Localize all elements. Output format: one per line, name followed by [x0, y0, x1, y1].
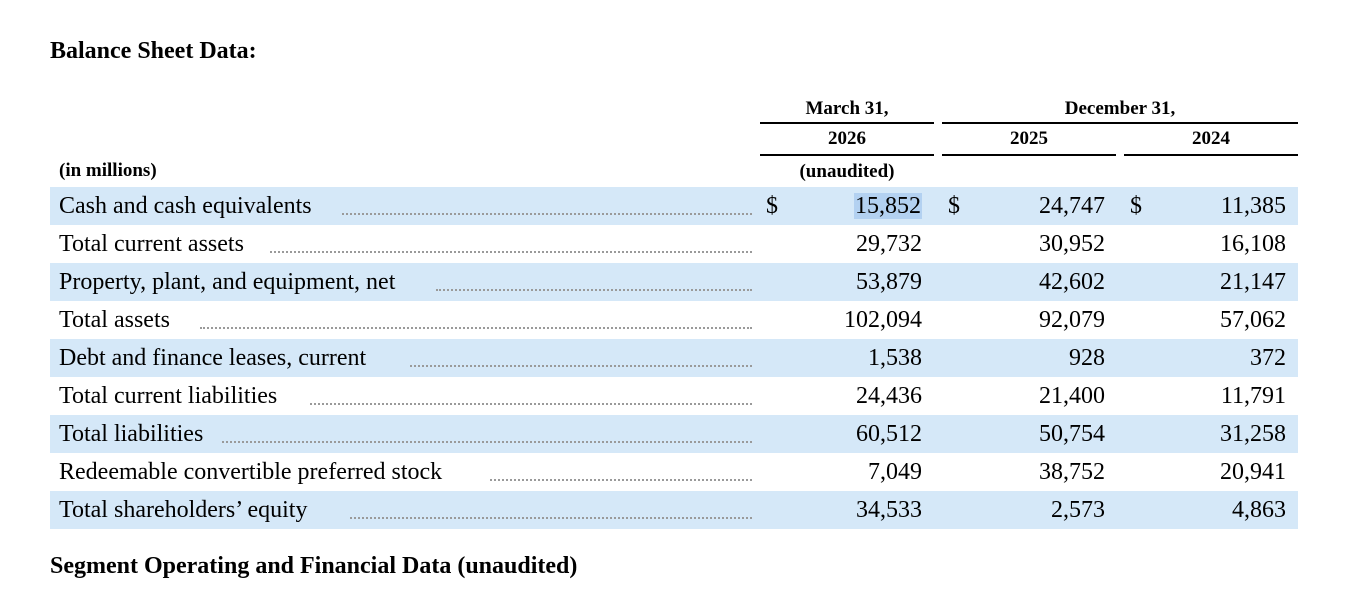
column-header-2026: 2026 — [828, 128, 866, 149]
table-row-redeemable-preferred-stock — [50, 453, 1298, 491]
units-label: (in millions) — [59, 160, 157, 181]
currency-symbol: $ — [948, 193, 960, 219]
value-dec-2024: 57,062 — [1220, 307, 1286, 333]
row-label: Total liabilities — [59, 421, 204, 447]
dot-leader — [342, 213, 752, 215]
value-dec-2024: 16,108 — [1220, 231, 1286, 257]
currency-symbol: $ — [1130, 193, 1142, 219]
value-mar-2026: 102,094 — [844, 307, 922, 333]
table-row-total-current-assets — [50, 225, 1298, 263]
row-label: Cash and cash equivalents — [59, 193, 312, 219]
row-label: Total current liabilities — [59, 383, 278, 409]
value-dec-2025: 42,602 — [1039, 269, 1105, 295]
header-rule-december — [942, 122, 1298, 124]
value-dec-2025: 30,952 — [1039, 231, 1105, 257]
dot-leader — [490, 479, 752, 481]
value-dec-2025: 2,573 — [1051, 497, 1105, 523]
column-header-2025: 2025 — [1010, 128, 1048, 149]
value-dec-2024: 4,863 — [1232, 497, 1286, 523]
value-dec-2025: 21,400 — [1039, 383, 1105, 409]
table-row-total-assets — [50, 301, 1298, 339]
header-rule-march — [760, 122, 934, 124]
row-label: Total shareholders’ equity — [59, 497, 308, 523]
dot-leader — [270, 251, 752, 253]
value-mar-2026: 34,533 — [856, 497, 922, 523]
table-row-ppe — [50, 263, 1298, 301]
value-dec-2024: 372 — [1250, 345, 1286, 371]
value-dec-2024: 21,147 — [1220, 269, 1286, 295]
value-dec-2024: 20,941 — [1220, 459, 1286, 485]
table-row-total-liabilities — [50, 415, 1298, 453]
header-rule-2024 — [1124, 154, 1298, 156]
table-row-total-current-liabilities — [50, 377, 1298, 415]
dot-leader — [410, 365, 752, 367]
row-label: Debt and finance leases, current — [59, 345, 367, 371]
currency-symbol: $ — [766, 193, 778, 219]
header-rule-2026 — [760, 154, 934, 156]
value-dec-2025: 928 — [1069, 345, 1105, 371]
table-row-cash — [50, 187, 1298, 225]
value-dec-2024: 31,258 — [1220, 421, 1286, 447]
value-dec-2025: 38,752 — [1039, 459, 1105, 485]
table-row-total-shareholders-equity — [50, 491, 1298, 529]
column-group-march-header: March 31, — [805, 98, 889, 119]
value-dec-2024: 11,791 — [1220, 383, 1286, 409]
dot-leader — [222, 441, 752, 443]
value-mar-2026: 53,879 — [856, 269, 922, 295]
dot-leader — [310, 403, 752, 405]
table-row-debt-finance-leases — [50, 339, 1298, 377]
dot-leader — [350, 517, 752, 519]
value-mar-2026: 29,732 — [856, 231, 922, 257]
value-mar-2026 — [854, 187, 922, 225]
next-section-title: Segment Operating and Financial Data (unaudited) — [50, 553, 578, 579]
value-dec-2025: 24,747 — [1039, 193, 1105, 219]
column-header-2024: 2024 — [1192, 128, 1230, 149]
column-group-december-header: December 31, — [1064, 98, 1176, 119]
row-label: Redeemable convertible preferred stock — [59, 459, 443, 485]
dot-leader — [200, 327, 752, 329]
row-label: Property, plant, and equipment, net — [59, 269, 396, 295]
value-mar-2026: 60,512 — [856, 421, 922, 447]
row-label: Total assets — [59, 307, 170, 333]
value-mar-2026: 1,538 — [868, 345, 922, 371]
value-dec-2025: 50,754 — [1039, 421, 1105, 447]
value-dec-2024: 11,385 — [1220, 193, 1286, 219]
value-dec-2025: 92,079 — [1039, 307, 1105, 333]
value-mar-2026: 24,436 — [856, 383, 922, 409]
value-mar-2026: 7,049 — [868, 459, 922, 485]
column-note-unaudited: (unaudited) — [799, 161, 895, 182]
header-rule-2025 — [942, 154, 1116, 156]
selected-text-highlight[interactable]: 15,852 — [855, 193, 921, 219]
dot-leader — [436, 289, 752, 291]
row-label: Total current assets — [59, 231, 244, 257]
section-title: Balance Sheet Data: — [50, 38, 257, 64]
